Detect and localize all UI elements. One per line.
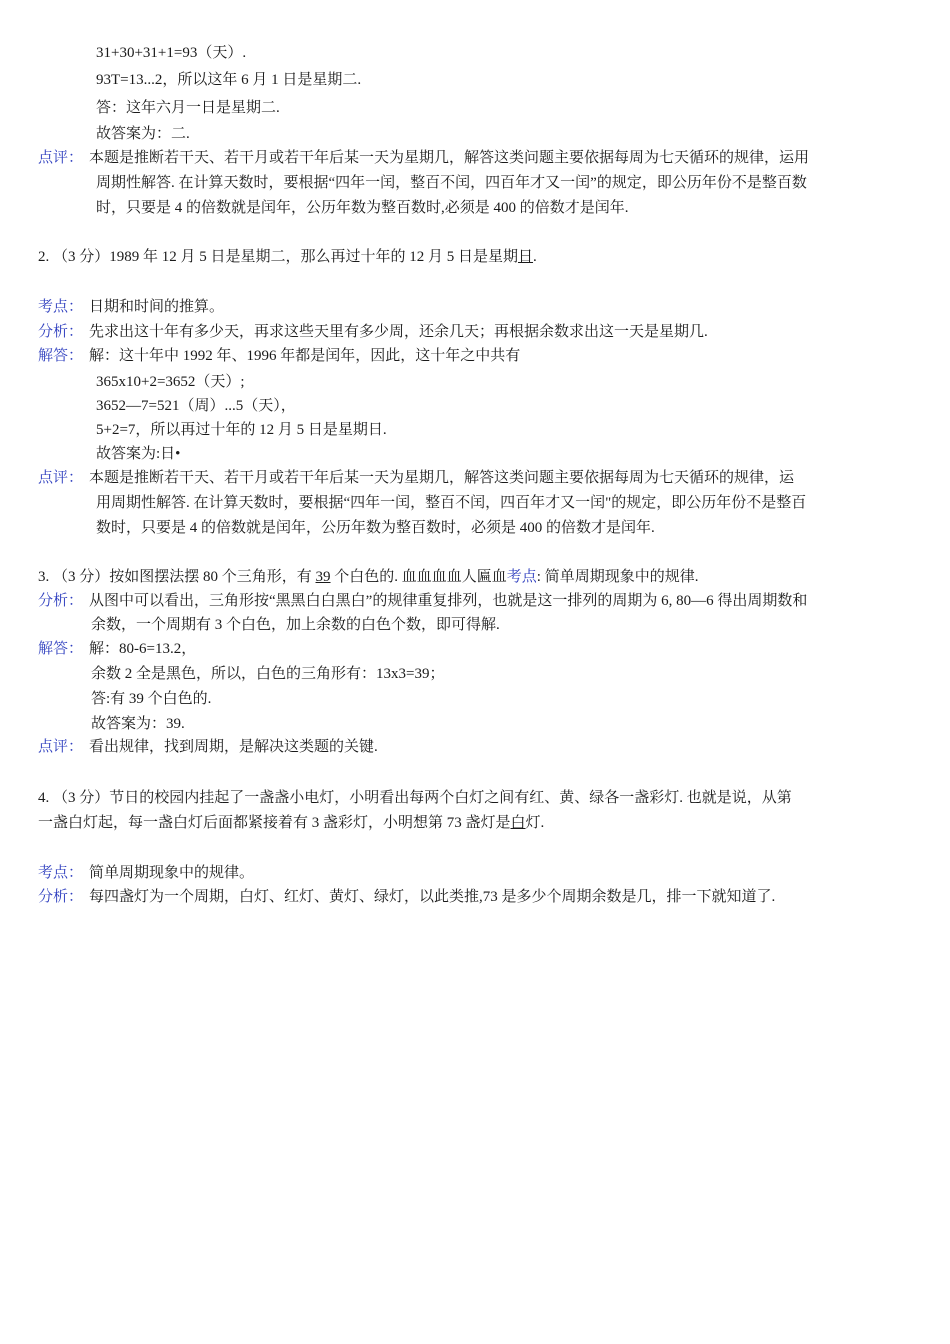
q3-kaodian-label: 考点: [506, 569, 537, 585]
s1-comment-line-2: 周期性解答. 在计算天数时，要根据“四年一闰，整百不闰，四百年才又一闰”的规定，即公历年份不是整百数: [96, 175, 807, 191]
s1-line-1: 31+30+31+1=93（天）.: [96, 45, 247, 61]
q2-jieda: 解：这十年中 1992 年、1996 年都是闰年，因此，这十年之中共有: [89, 348, 521, 364]
q4-stem-post: 灯.: [525, 815, 545, 831]
q2-fenxi: 先求出这十年有多少天，再求这些天里有多少周，还余几天；再根据余数求出这一天是星期几.: [89, 324, 708, 340]
q2-kaodian-label: 考点：: [38, 299, 84, 315]
q4-stem-line-2: [38, 813, 544, 833]
q3-line-3: 故答案为：39.: [91, 716, 185, 732]
q4-answer: 白: [510, 815, 526, 831]
s1-comment-label: 点评：: [38, 150, 84, 166]
q2-line-3: 5+2=7，所以再过十年的 12 月 5 日是星期日.: [96, 422, 387, 438]
q2-jieda-label: 解答：: [38, 348, 84, 364]
q3-comment: 看出规律，找到周期，是解决这类题的关键.: [89, 739, 378, 755]
q3-stem: [38, 567, 698, 587]
s1-line-3: 答：这年六月一日是星期二.: [96, 100, 280, 116]
s1-line-4: 故答案为：二.: [96, 126, 190, 142]
q4-fenxi-label: 分析：: [38, 889, 84, 905]
q2-comment-line-2: 用周期性解答. 在计算天数时，要根据“四年一闰，整百不闰，四百年才又一闰"的规定，即公历年份不是整百: [96, 495, 807, 511]
q3-answer: 39: [315, 569, 331, 585]
q2-fenxi-label: 分析：: [38, 324, 84, 340]
q3-jieda-label: 解答：: [38, 641, 84, 657]
q2-line-4: 故答案为:日•: [96, 446, 181, 462]
q4-kaodian: 简单周期现象中的规律。: [89, 865, 255, 881]
q2-stem: [38, 247, 537, 267]
q4-stem-pre: 一盏白灯起，每一盏白灯后面都紧接着有 3 盏彩灯，小明想第 73 盏灯是: [38, 815, 511, 831]
q3-fenxi-label: 分析：: [38, 593, 84, 609]
q2-line-2: 3652—7=521（周）...5（天），: [96, 398, 296, 414]
q3-fenxi-line-1: 从图中可以看出，三角形按“黑黑白白黑白”的规律重复排列，也就是这一排列的周期为 6, 80—6 得出周期数和: [89, 593, 808, 609]
s1-comment-line-3: 时，只要是 4 的倍数就是闰年，公历年数为整百数时,必须是 400 的倍数才是闰年.: [96, 200, 629, 216]
q3-comment-label: 点评：: [38, 739, 84, 755]
q2-stem-text: 2. （3 分）1989 年 12 月 5 日是星期二，那么再过十年的 12 月 5 日是星期: [38, 249, 519, 265]
q3-line-2: 答:有 39 个白色的.: [91, 691, 212, 707]
q2-kaodian: 日期和时间的推算。: [89, 299, 225, 315]
q3-stem-pre: 3. （3 分）按如图摆法摆 80 个三角形，有: [38, 569, 316, 585]
q2-answer: 日: [518, 249, 534, 265]
s1-comment-line-1: 本题是推断若干天、若干月或若干年后某一天为星期几，解答这类问题主要依据每周为七天循环的规律，运用: [89, 150, 810, 166]
q3-stem-post: 个白色的. 血血血血人匾血: [330, 569, 507, 585]
q2-comment-label: 点评：: [38, 470, 84, 486]
q2-stem-end: .: [533, 249, 537, 265]
s1-line-2: 93T=13...2，所以这年 6 月 1 日是星期二.: [96, 72, 362, 88]
q3-kaodian: : 简单周期现象中的规律.: [536, 569, 699, 585]
q3-line-1: 余数 2 全是黑色，所以，白色的三角形有：13x3=39；: [91, 666, 445, 682]
q4-kaodian-label: 考点：: [38, 865, 84, 881]
q4-stem-line-1: 4. （3 分）节日的校园内挂起了一盏盏小电灯，小明看出每两个白灯之间有红、黄、绿各一盏彩灯. 也就是说，从第: [38, 790, 792, 806]
q2-comment-line-1: 本题是推断若干天、若干月或若干年后某一天为星期几，解答这类问题主要依据每周为七天循环的规律，运: [89, 470, 795, 486]
q3-jieda: 解：80-6=13.2，: [89, 641, 197, 657]
q2-line-1: 365x10+2=3652（天）;: [96, 374, 245, 390]
q4-fenxi: 每四盏灯为一个周期，白灯、红灯、黄灯、绿灯，以此类推,73 是多少个周期余数是几，排一下就知道了.: [89, 889, 776, 905]
q3-fenxi-line-2: 余数，一个周期有 3 个白色，加上余数的白色个数，即可得解.: [91, 617, 500, 633]
q2-comment-line-3: 数时，只要是 4 的倍数就是闰年，公历年数为整百数时，必须是 400 的倍数才是闰年.: [96, 520, 655, 536]
